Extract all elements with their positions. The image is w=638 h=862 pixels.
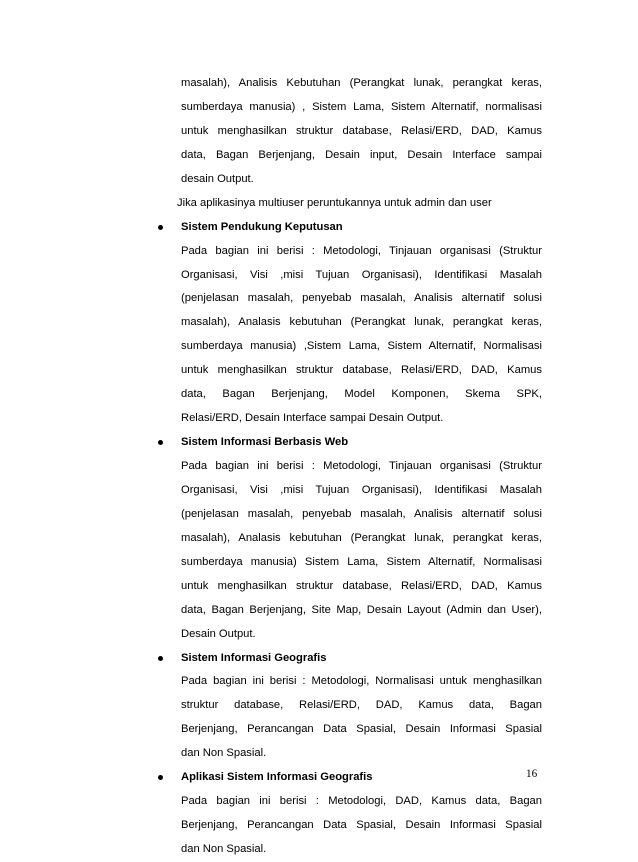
paragraph-line: (penjelasan masalah, penyebab masalah, Analisis alternatif solusi [181, 507, 542, 520]
bullet-icon [158, 656, 163, 661]
paragraph-line: Organisasi, Visi ,misi Tujuan Organisasi), Identifikasi Masalah [181, 268, 542, 281]
page-number: 16 [526, 768, 538, 780]
section-sistem-pendukung-keputusan [181, 216, 542, 431]
section-sistem-informasi-berbasis-web [181, 431, 542, 646]
bullet-icon [158, 440, 163, 445]
paragraph-line: data, Bagan Berjenjang, Site Map, Desain Layout (Admin dan User), [181, 603, 542, 616]
paragraph-line: data, Bagan Berjenjang, Desain input, Desain Interface sampai [181, 148, 542, 161]
paragraph-line: sumberdaya manusia) , Sistem Lama, Sistem Alternatif, normalisasi [181, 100, 542, 113]
paragraph-line: Pada bagian ini berisi : Metodologi, Tinjauan organisasi (Struktur [181, 244, 542, 257]
paragraph-line: struktur database, Relasi/ERD, DAD, Kamus data, Bagan [181, 699, 542, 712]
paragraph-line: data, Bagan Berjenjang, Model Komponen, Skema SPK, [181, 388, 542, 401]
bullet-icon [158, 225, 163, 230]
section-sistem-informasi-geografis [181, 647, 542, 767]
paragraph-line: (penjelasan masalah, penyebab masalah, Analisis alternatif solusi [181, 292, 542, 305]
paragraph-line: Berjenjang, Perancangan Data Spasial, Desain Informasi Spasial [181, 723, 542, 736]
paragraph-line: Berjenjang, Perancangan Data Spasial, Desain Informasi Spasial [181, 819, 542, 832]
paragraph-line: masalah), Analasis kebutuhan (Perangkat lunak, perangkat keras, [181, 531, 542, 544]
paragraph-line: dan Non Spasial. [181, 843, 267, 855]
section-heading: Aplikasi Sistem Informasi Geografis [181, 771, 373, 784]
paragraph-line: untuk menghasilkan struktur database, Relasi/ERD, DAD, Kamus [181, 124, 542, 137]
paragraph-line: untuk menghasilkan struktur database, Relasi/ERD, DAD, Kamus [181, 579, 542, 592]
paragraph-line: Pada bagian ini berisi : Metodologi, Tinjauan organisasi (Struktur [181, 460, 542, 472]
paragraph-line: Organisasi, Visi ,misi Tujuan Organisasi), Identifikasi Masalah [181, 483, 542, 496]
paragraph-line: masalah), Analisis Kebutuhan (Perangkat lunak, perangkat keras, [181, 77, 542, 89]
paragraph-line: Pada bagian ini berisi : Metodologi, Normalisasi untuk menghasilkan [181, 675, 542, 688]
paragraph-line: sumberdaya manusia) ,Sistem Lama, Sistem Alternatif, Normalisasi [181, 340, 542, 353]
paragraph-line: dan Non Spasial. [181, 747, 267, 760]
paragraph-line: sumberdaya manusia) Sistem Lama, Sistem Alternatif, Normalisasi [181, 555, 542, 568]
paragraph-line: Desain Output. [181, 627, 256, 640]
intro-paragraph [177, 72, 542, 216]
paragraph-line: masalah), Analasis kebutuhan (Perangkat lunak, perangkat keras, [181, 316, 542, 329]
section-heading: Sistem Informasi Geografis [181, 651, 327, 664]
section-heading: Sistem Informasi Berbasis Web [181, 436, 349, 449]
bullet-icon [158, 775, 163, 780]
paragraph-line: Pada bagian ini berisi : Metodologi, DAD, Kamus data, Bagan [181, 795, 542, 808]
multiuser-note: Jika aplikasinya multiuser peruntukannya untuk admin dan user [177, 196, 492, 209]
section-heading: Sistem Pendukung Keputusan [181, 220, 343, 233]
page-content [177, 72, 542, 862]
paragraph-line: untuk menghasilkan struktur database, Relasi/ERD, DAD, Kamus [181, 364, 542, 377]
paragraph-line: desain Output. [181, 172, 254, 185]
paragraph-line: Relasi/ERD, Desain Interface sampai Desain Output. [181, 412, 444, 425]
section-aplikasi-sistem-informasi-geografis [181, 766, 542, 862]
